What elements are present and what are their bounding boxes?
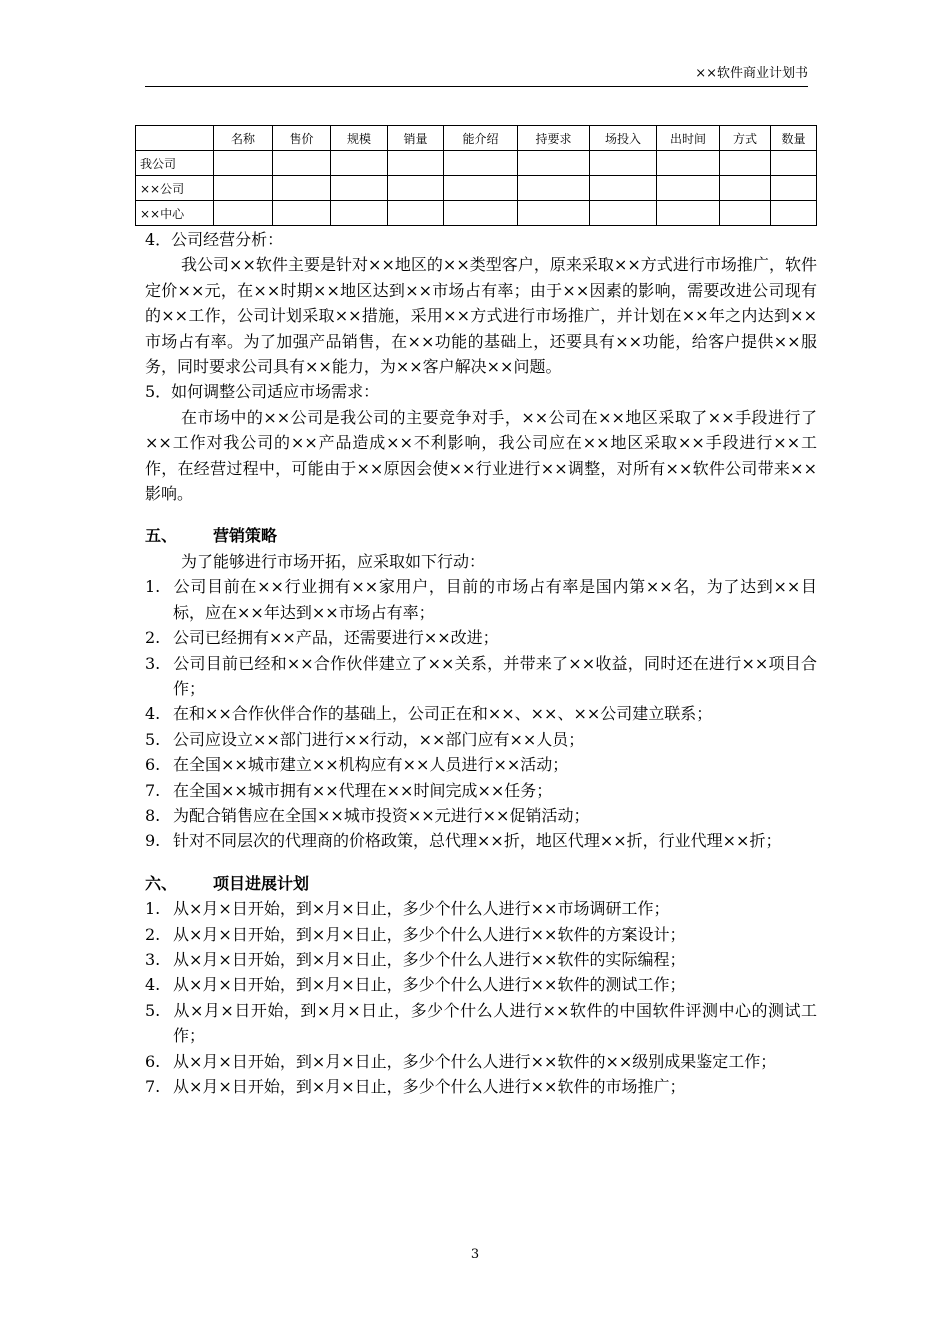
row-label: 我公司 <box>136 151 214 176</box>
header-rule <box>145 86 808 87</box>
section-5-heading: 5．如何调整公司适应市场需求： <box>145 382 380 402</box>
table-row <box>136 151 817 176</box>
list-item: 1. 公司目前在××行业拥有××家用户，目前的市场占有率是国内第××名，为了达到××目标，应在××年达到××市场占有率； <box>145 577 817 622</box>
table-header-cell: 售价 <box>273 126 331 151</box>
table-header-row <box>136 126 817 151</box>
document-body <box>145 227 817 1099</box>
list-item: 1. 从×月×日开始，到×月×日止，多少个什么人进行××市场调研工作； <box>145 899 670 919</box>
section-4-paragraph: 我公司××软件主要是针对××地区的××类型客户，原来采取××方式进行市场推广，软件定价××元，在××时期××地区达到××市场占有率；由于××因素的影响，需要改进公司现有的××工作，公司计划采取××措施，采用××方式进行市场推广，并计划在××年之内达到××市场占有率。为了加强产品销售，在××功能的基础上，还要具有××功能，给客户提供××服务，同时要求公司具有××能力，为××客户解决××问题。 <box>145 255 817 377</box>
list-item: 3. 公司目前已经和××合作伙伴建立了××关系，并带来了××收益，同时还在进行××项目合作； <box>145 653 817 698</box>
plan-heading <box>145 871 817 896</box>
table-header-cell: 销量 <box>388 126 444 151</box>
marketing-list <box>145 574 817 853</box>
page-number: 3 <box>470 1247 480 1262</box>
row-label: ××中心 <box>136 201 214 226</box>
marketing-heading-title: 营销策略 <box>213 526 278 546</box>
running-header: ××软件商业计划书 <box>695 66 808 81</box>
table-row <box>136 201 817 226</box>
table-row <box>136 176 817 201</box>
table-header-cell: 能介绍 <box>444 126 518 151</box>
section-5-paragraph: 在市场中的××公司是我公司的主要竞争对手，××公司在××地区采取了××手段进行了××工作对我公司的××产品造成××不利影响，我公司应在××地区采取××手段进行××工作，在经营过程中，可能由于××原因会使××行业进行××调整，对所有××软件公司带来××影响。 <box>145 407 817 504</box>
list-item: 5. 公司应设立××部门进行××行动，××部门应有××人员； <box>145 729 585 749</box>
table-header-cell: 规模 <box>331 126 388 151</box>
section-4-heading: 4．公司经营分析： <box>145 230 284 249</box>
list-item: 4. 从×月×日开始，到×月×日止，多少个什么人进行××软件的测试工作； <box>145 975 686 995</box>
table-header-cell: 持要求 <box>518 126 590 151</box>
plan-heading-number: 六、 <box>145 873 178 893</box>
list-item: 8. 为配合销售应在全国××城市投资××元进行××促销活动； <box>145 805 590 825</box>
table-header-cell: 出时间 <box>657 126 720 151</box>
table-header-cell: 数量 <box>771 126 817 151</box>
competitor-comparison-table <box>135 125 817 226</box>
list-item: 9. 针对不同层次的代理商的价格政策，总代理××折，地区代理××折，行业代理××折； <box>145 831 782 851</box>
marketing-intro: 为了能够进行市场开拓，应采取如下行动： <box>181 551 486 571</box>
marketing-heading-number: 五、 <box>145 526 178 546</box>
list-item: 5. 从×月×日开始，到×月×日止，多少个什么人进行××软件的中国软件评测中心的测试工作； <box>145 1000 817 1046</box>
plan-list <box>145 896 817 1099</box>
list-item: 6. 从×月×日开始，到×月×日止，多少个什么人进行××软件的××级别成果鉴定工作； <box>145 1051 777 1071</box>
table-header-cell <box>136 126 214 151</box>
table-header-cell: 方式 <box>720 126 771 151</box>
list-item: 2. 从×月×日开始，到×月×日止，多少个什么人进行××软件的方案设计； <box>145 924 686 944</box>
table-header-cell: 名称 <box>214 126 273 151</box>
row-label: ××公司 <box>136 176 214 201</box>
list-item: 3. 从×月×日开始，到×月×日止，多少个什么人进行××软件的实际编程； <box>145 949 686 969</box>
list-item: 4. 在和××合作伙伴合作的基础上，公司正在和××、××、××公司建立联系； <box>145 704 713 724</box>
plan-heading-title: 项目进展计划 <box>213 873 310 893</box>
marketing-heading <box>145 523 817 548</box>
list-item: 6. 在全国××城市建立××机构应有××人员进行××活动； <box>145 755 569 775</box>
table-header-cell: 场投入 <box>590 126 657 151</box>
list-item: 2. 公司已经拥有××产品，还需要进行××改进； <box>145 628 499 648</box>
list-item: 7. 在全国××城市拥有××代理在××时间完成××任务； <box>145 780 553 800</box>
list-item: 7. 从×月×日开始，到×月×日止，多少个什么人进行××软件的市场推广； <box>145 1077 686 1096</box>
